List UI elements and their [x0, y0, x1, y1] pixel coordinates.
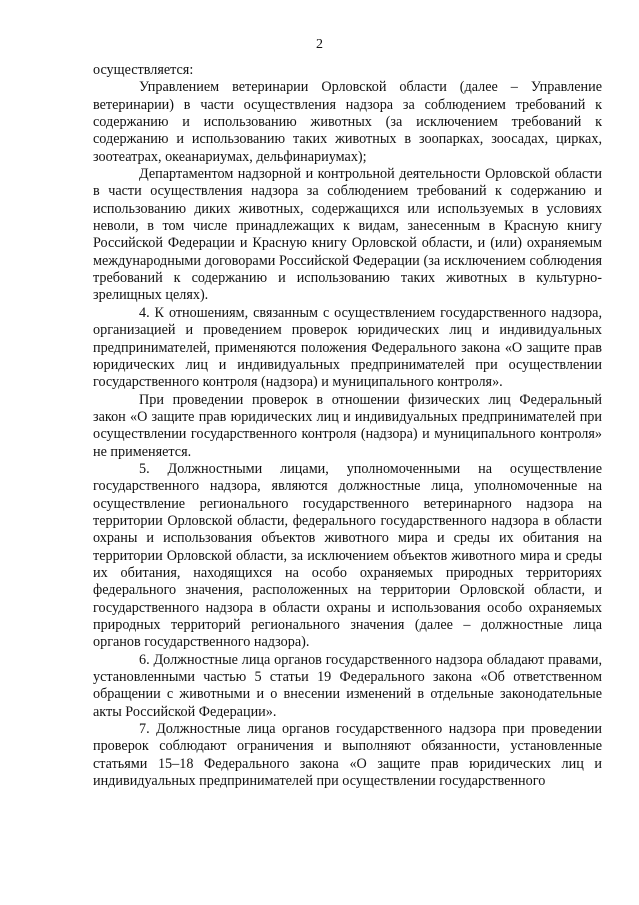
paragraph-item-4: 4. К отношениям, связанным с осуществлением государственного надзора, организацией и проведением проверок юридических лиц и индивидуальных предпринимателей, применяются положения Федерального закона «О защите прав юридических лиц и индивидуальных предпринимателей при осуществлении государственного контроля (надзора) и муниципального контроля». [93, 304, 602, 391]
document-body [93, 62, 602, 790]
paragraph-individuals-exception: При проведении проверок в отношении физических лиц Федеральный закон «О защите прав юридических лиц и индивидуальных предпринимателей при осуществлении государственного контроля (надзора) и муниципального контроля» не применяется. [93, 391, 602, 460]
paragraph-intro: осуществляется: [93, 62, 194, 78]
page-number: 2 [316, 37, 323, 52]
paragraph-item-6: 6. Должностные лица органов государственного надзора обладают правами, установленными частью 5 статьи 19 Федерального закона «Об ответственном обращении с животными и о внесении изменений в отдельные законодательные акты Российской Федерации». [93, 651, 602, 720]
paragraph-item-7: 7. Должностные лица органов государственного надзора при проведении проверок соблюдают ограничения и выполняют обязанности, установленные статьями 15–18 Федерального закона «О защите прав юридических лиц и индивидуальных предпринимателей при осуществлении государственного [93, 721, 602, 790]
paragraph-veterinary-department: Управлением ветеринарии Орловской области (далее – Управление ветеринарии) в части осуществления надзора за соблюдением требований к содержанию и использованию животных (за исключением требований к содержанию и использованию таких животных в зоопарках, зоосадах, цирках, зоотеатрах, океанариумах, дельфинариумах); [93, 79, 602, 165]
paragraph-supervision-department: Департаментом надзорной и контрольной деятельности Орловской области в части осуществления надзора за соблюдением требований к содержанию и использованию диких животных, содержащихся или используемых в условиях неволи, в том числе принадлежащих к видам, занесенным в Красную книгу Российской Федерации и Красную книгу Орловской области, и (или) охраняемым международными договорами Российской Федерации (за исключением соблюдения требований к содержанию и использованию таких животных в культурно-зрелищных целях). [93, 166, 602, 304]
paragraph-item-5: 5. Должностными лицами, уполномоченными на осуществление государственного надзора, являются должностные лица, уполномоченные на осуществление регионального государственного ветеринарного надзора на территории Орловской области, федерального государственного надзора в области охраны и использования объектов животного мира и среды их обитания на территории Орловской области, за исключением объектов животного мира и среды их обитания, находящихся на особо охраняемых природных территориях федерального значения, расположенных на территории Орловской области, и государственного надзора в области охраны и использования особо охраняемых природных территорий регионального значения (далее – должностные лица органов государственного надзора). [93, 460, 602, 651]
